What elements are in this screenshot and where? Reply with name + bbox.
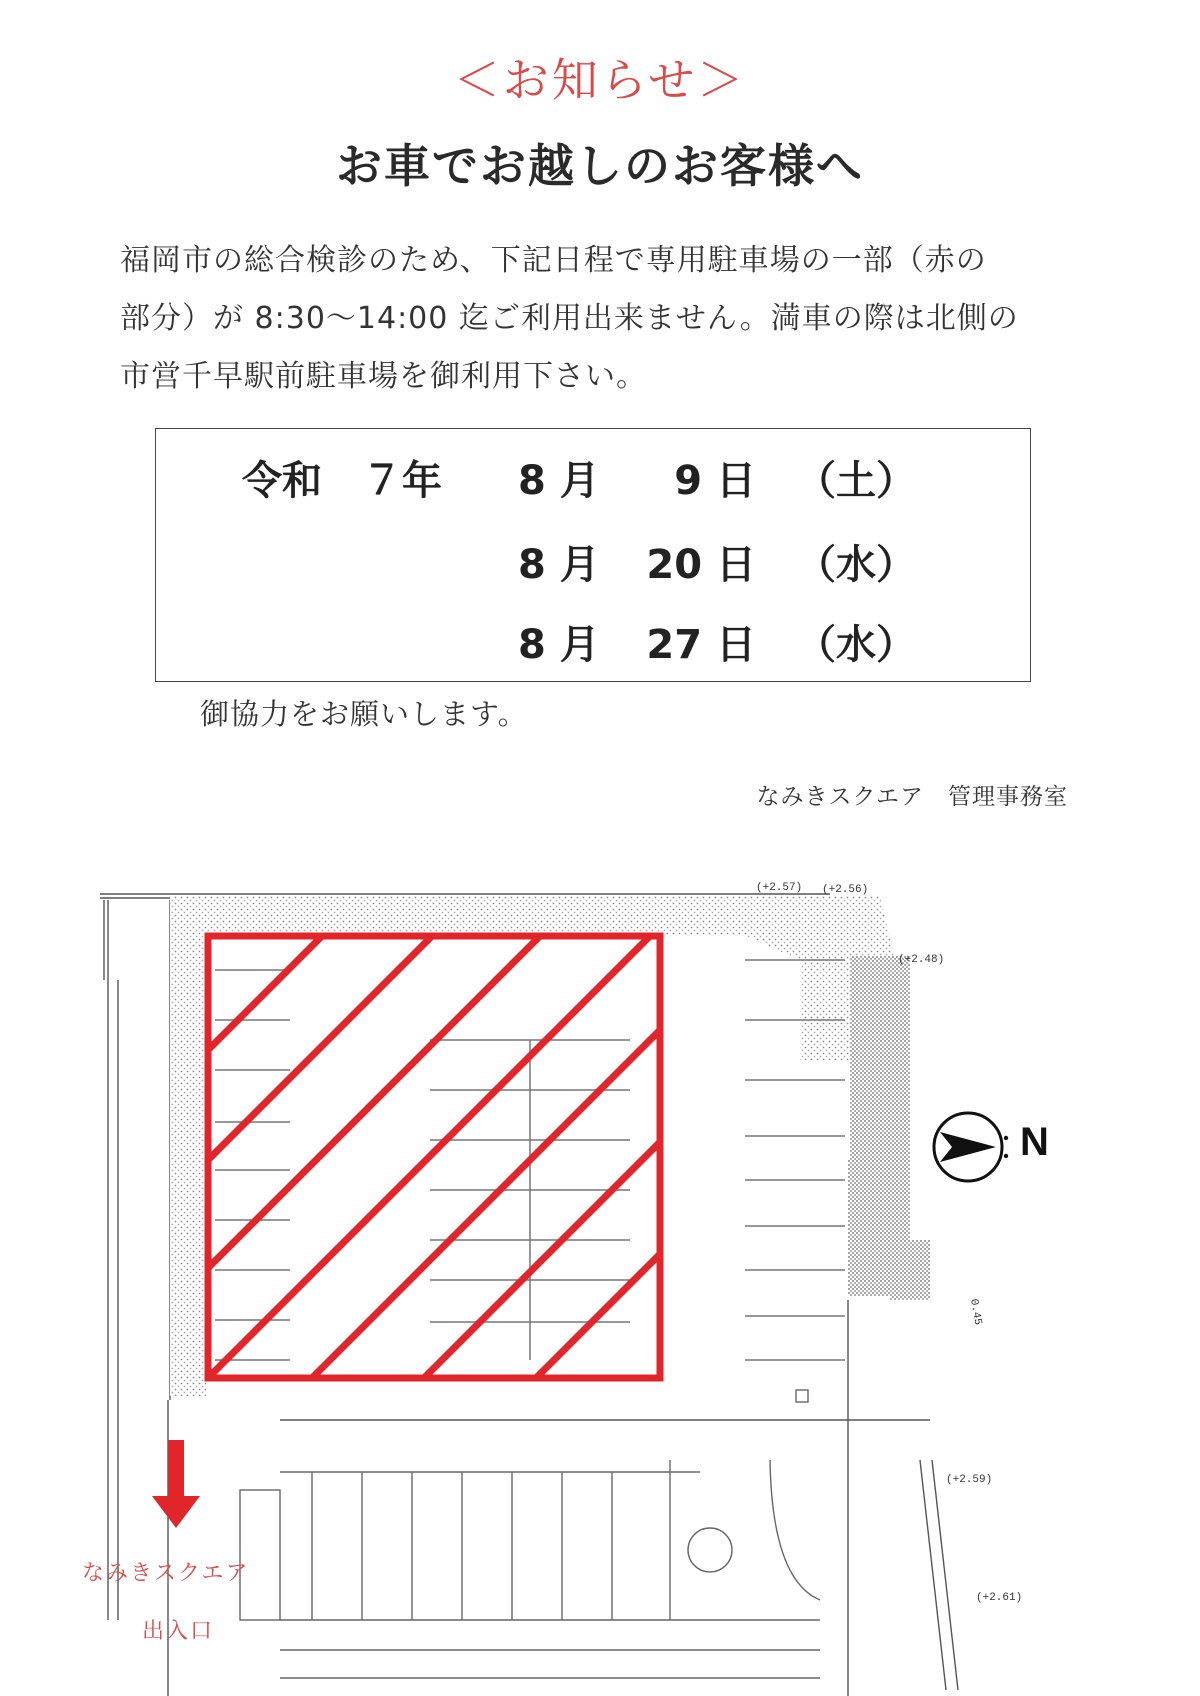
closing-text: 御協力をお願いします。 — [200, 697, 528, 731]
elevation-label: 0.45 — [967, 1297, 984, 1327]
date-weekday: （水） — [796, 542, 916, 588]
entrance-name: なみきスクエア — [82, 1561, 250, 1586]
date-month: 8 月 — [518, 458, 600, 504]
body-line: 福岡市の総合検診のため、下記日程で専用駐車場の一部（赤の — [120, 243, 987, 278]
body-line: 市営千早駅前駐車場を御利用下さい。 — [120, 359, 647, 394]
date-day: 27 日 — [646, 622, 756, 668]
entrance-arrow-icon — [152, 1440, 200, 1528]
entrance-label: 出入口 — [142, 1619, 215, 1644]
restricted-area — [208, 936, 660, 1378]
announcement-body — [120, 232, 1080, 406]
lower-stalls — [240, 1390, 820, 1678]
date-day: 20 日 — [646, 542, 756, 588]
north-label: N — [1020, 1120, 1049, 1164]
elevation-label: (+2.59) — [946, 1474, 993, 1486]
elevation-label: (+2.48) — [898, 954, 945, 966]
headline: お車でお越しのお客様へ — [336, 139, 864, 193]
elevation-label: (+2.56) — [822, 884, 869, 896]
date-era: 令和 ７年 — [242, 458, 442, 504]
date-weekday: （土） — [796, 458, 916, 504]
elevation-label: (+2.57) — [756, 882, 803, 894]
date-weekday: （水） — [796, 622, 916, 668]
date-month: 8 月 — [518, 622, 600, 668]
elevation-label: (+2.61) — [976, 1592, 1023, 1604]
date-month: 8 月 — [518, 542, 600, 588]
date-day: 9 日 — [674, 458, 756, 504]
body-line: 部分）が 8:30〜14:00 迄ご利用出来ません。満車の際は北側の — [120, 301, 1019, 336]
notice-title: ＜お知らせ＞ — [453, 53, 747, 107]
date-box — [155, 428, 1031, 682]
signature: なみきスクエア 管理事務室 — [756, 784, 1068, 810]
north-arrow-icon — [934, 1113, 1008, 1181]
